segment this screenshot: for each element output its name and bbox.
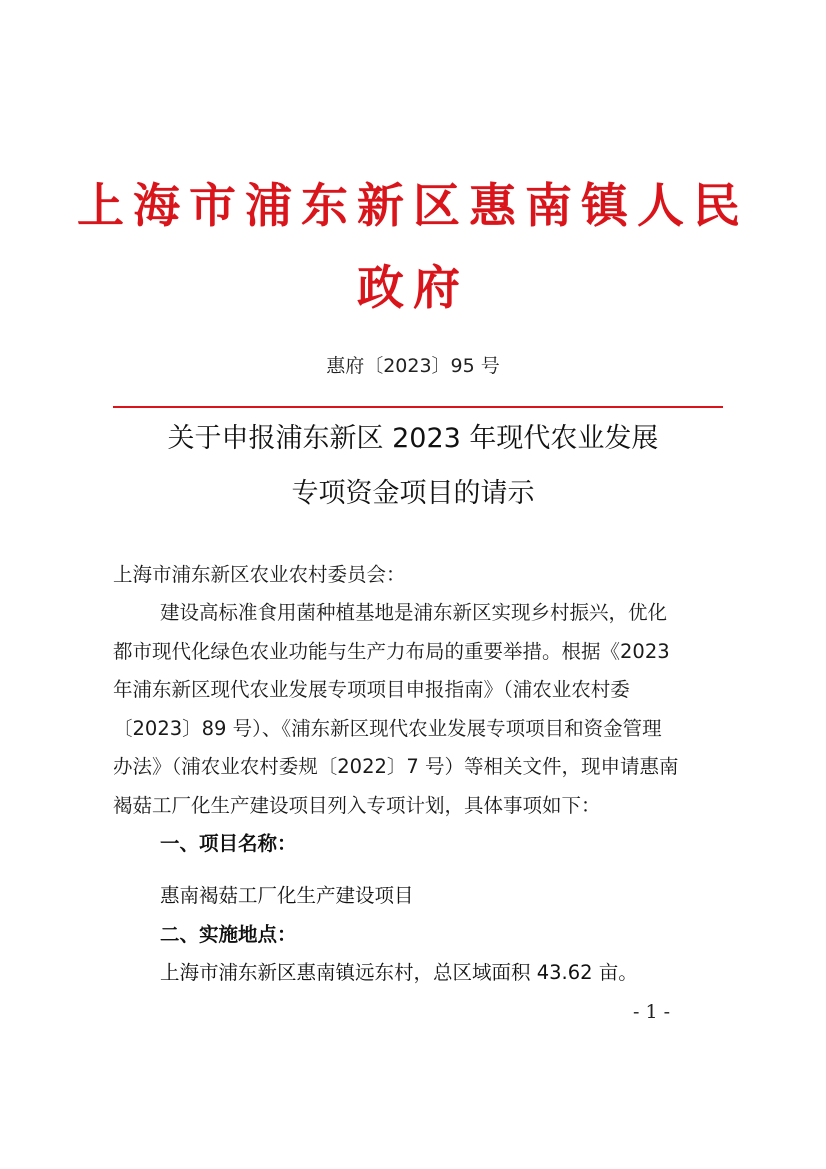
paragraph-line: 年浦东新区现代农业发展专项项目申报指南》（浦农业农村委 [113, 678, 630, 701]
issuing-authority-line2: 政府 [357, 261, 469, 316]
paragraph-line: 褐菇工厂化生产建设项目列入专项计划，具体事项如下： [113, 793, 601, 817]
paragraph-line: 办法》（浦农业农村委规〔2022〕7 号）等相关文件，现申请惠南 [113, 755, 679, 778]
paragraph-line: 都市现代化绿色农业功能与生产力布局的重要举措。根据《2023 [113, 639, 670, 663]
section-heading-location: 二、实施地点： [160, 923, 297, 946]
paragraph-line: 〔2023〕89 号）、《浦东新区现代农业发展专项项目和资金管理 [113, 716, 662, 740]
body-paragraph [113, 594, 725, 825]
paragraph-line: 建设高标准食用菌种植基地是浦东新区实现乡村振兴，优化 [160, 601, 668, 624]
section-content-location: 上海市浦东新区惠南镇远东村，总区域面积 43.62 亩。 [160, 961, 638, 984]
document-title-line2: 专项资金项目的请示 [291, 478, 535, 509]
section-heading-project-name: 一、项目名称： [160, 832, 297, 855]
addressee: 上海市浦东新区农业农村委员会： [113, 563, 406, 586]
red-separator-rule [113, 406, 723, 408]
page-number: - 1 - [633, 1001, 671, 1023]
document-title-line1: 关于申报浦东新区 2023 年现代农业发展 [167, 423, 659, 454]
section-content-project-name: 惠南褐菇工厂化生产建设项目 [160, 884, 414, 907]
document-number: 惠府〔2023〕95 号 [326, 355, 500, 377]
issuing-authority-line1: 上海市浦东新区惠南镇人民 [77, 179, 749, 234]
